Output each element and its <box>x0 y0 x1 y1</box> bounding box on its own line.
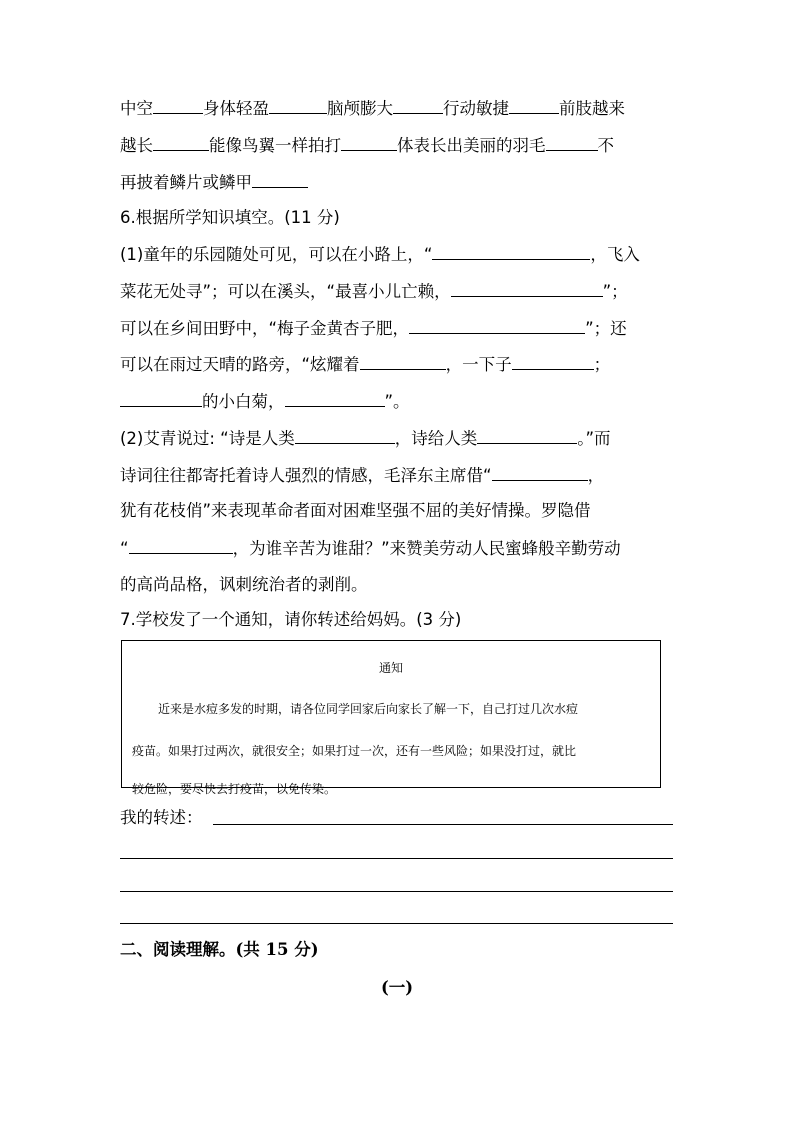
subsection-1-heading: (一) <box>380 978 414 997</box>
q5-text: 不 <box>597 136 614 155</box>
notice-line-1: 近来是水痘多发的时期，请各位同学回家后向家长了解一下，自己打过几次水痘 <box>158 702 579 716</box>
q6-text: ，一下子 <box>445 355 512 374</box>
answer-blank[interactable] <box>252 170 308 188</box>
q6-text: “ <box>120 539 129 558</box>
q5-text: 越长 <box>120 136 153 155</box>
q6-text: (1)童年的乐园随处可见，可以在小路上，“ <box>120 245 433 264</box>
q6-text: 可以在雨过天晴的路旁，“炫耀着 <box>120 355 360 374</box>
q5-text: 身体轻盈 <box>203 99 269 118</box>
q6-text: ”。 <box>384 392 410 411</box>
q6-p1-line-4 <box>120 352 610 377</box>
q6-text: ，飞入 <box>590 245 640 264</box>
answer-blank[interactable] <box>295 426 395 444</box>
answer-blank[interactable] <box>269 96 327 114</box>
q6-p1-line-2 <box>120 279 628 304</box>
answer-line-1[interactable] <box>213 824 673 825</box>
q6-text: ，诗给人类 <box>394 429 478 448</box>
q5-line-2 <box>120 133 614 158</box>
q5-line-3 <box>120 170 308 195</box>
answer-blank[interactable] <box>153 96 203 114</box>
notice-box <box>121 640 661 796</box>
q6-text: (2)艾青说过: “诗是人类 <box>120 429 295 448</box>
q6-p2-line-5: 的高尚品格，讽刺统治者的剥削。 <box>120 575 368 594</box>
answer-label: 我的转述： <box>120 808 203 827</box>
q5-text: 中空 <box>120 99 153 118</box>
section-2-heading: 二、阅读理解。(共 15 分) <box>120 940 319 959</box>
q6-text: ，为谁辛苦为谁甜？”来赞美劳动人民蜜蜂般辛勤劳动 <box>232 539 621 558</box>
answer-blank[interactable] <box>409 316 585 334</box>
q6-text: 。”而 <box>577 429 611 448</box>
answer-blank[interactable] <box>153 133 209 151</box>
q6-text: ”；还 <box>585 319 627 338</box>
answer-blank[interactable] <box>546 133 598 151</box>
q5-text: 再披着鳞片或鳞甲 <box>120 173 252 192</box>
answer-blank[interactable] <box>360 352 446 370</box>
answer-blank[interactable] <box>129 536 233 554</box>
q6-p1-line-3 <box>120 316 627 341</box>
q5-line-1 <box>120 96 625 121</box>
notice-line-2: 疫苗。如果打过两次，就很安全；如果打过一次，还有一些风险；如果没打过，就比 <box>132 744 577 758</box>
q6-text: ； <box>593 355 611 374</box>
q6-text: 可以在乡间田野中，“梅子金黄杏子肥， <box>120 319 410 338</box>
q6-p2-line-1 <box>120 426 611 451</box>
notice-title: 通知 <box>378 661 403 675</box>
q6-p2-line-2 <box>120 463 604 488</box>
answer-blank[interactable] <box>432 242 590 260</box>
answer-blank[interactable] <box>285 389 385 407</box>
q6-p1-line-1 <box>120 242 640 267</box>
answer-line-3[interactable] <box>120 891 673 892</box>
q5-text: 能像鸟翼一样拍打 <box>209 136 341 155</box>
q6-p1-line-5 <box>120 389 410 414</box>
q5-text: 前肢越来 <box>559 99 625 118</box>
q5-text: 行动敏捷 <box>443 99 509 118</box>
q5-text: 脑颅膨大 <box>327 99 393 118</box>
q6-text: 的小白菊， <box>202 392 285 411</box>
notice-line-3: 较危险，要尽快去打疫苗，以免传染。 <box>132 782 337 796</box>
answer-blank[interactable] <box>492 463 588 481</box>
answer-blank[interactable] <box>341 133 397 151</box>
answer-line-4[interactable] <box>120 923 673 924</box>
answer-blank[interactable] <box>120 389 202 407</box>
q6-heading: 6.根据所学知识填空。(11 分) <box>120 208 340 227</box>
q6-text: 菜花无处寻”；可以在溪头，“最喜小儿亡赖， <box>120 282 451 301</box>
q7-heading: 7.学校发了一个通知，请你转述给妈妈。(3 分) <box>120 610 462 629</box>
answer-blank[interactable] <box>451 279 603 297</box>
q6-text: ”； <box>602 282 628 301</box>
answer-blank[interactable] <box>512 352 594 370</box>
answer-blank[interactable] <box>393 96 443 114</box>
answer-line-2[interactable] <box>120 858 673 859</box>
q5-text: 体表长出美丽的羽毛 <box>397 136 546 155</box>
answer-blank[interactable] <box>509 96 559 114</box>
q6-p2-line-4 <box>120 536 621 561</box>
q6-p2-line-3: 犹有花枝俏”来表现革命者面对困难坚强不屈的美好情操。罗隐借 <box>120 501 591 520</box>
answer-blank[interactable] <box>477 426 577 444</box>
q6-text: ， <box>587 466 605 485</box>
q6-text: 诗词往往都寄托着诗人强烈的情感，毛泽东主席借“ <box>120 466 492 485</box>
